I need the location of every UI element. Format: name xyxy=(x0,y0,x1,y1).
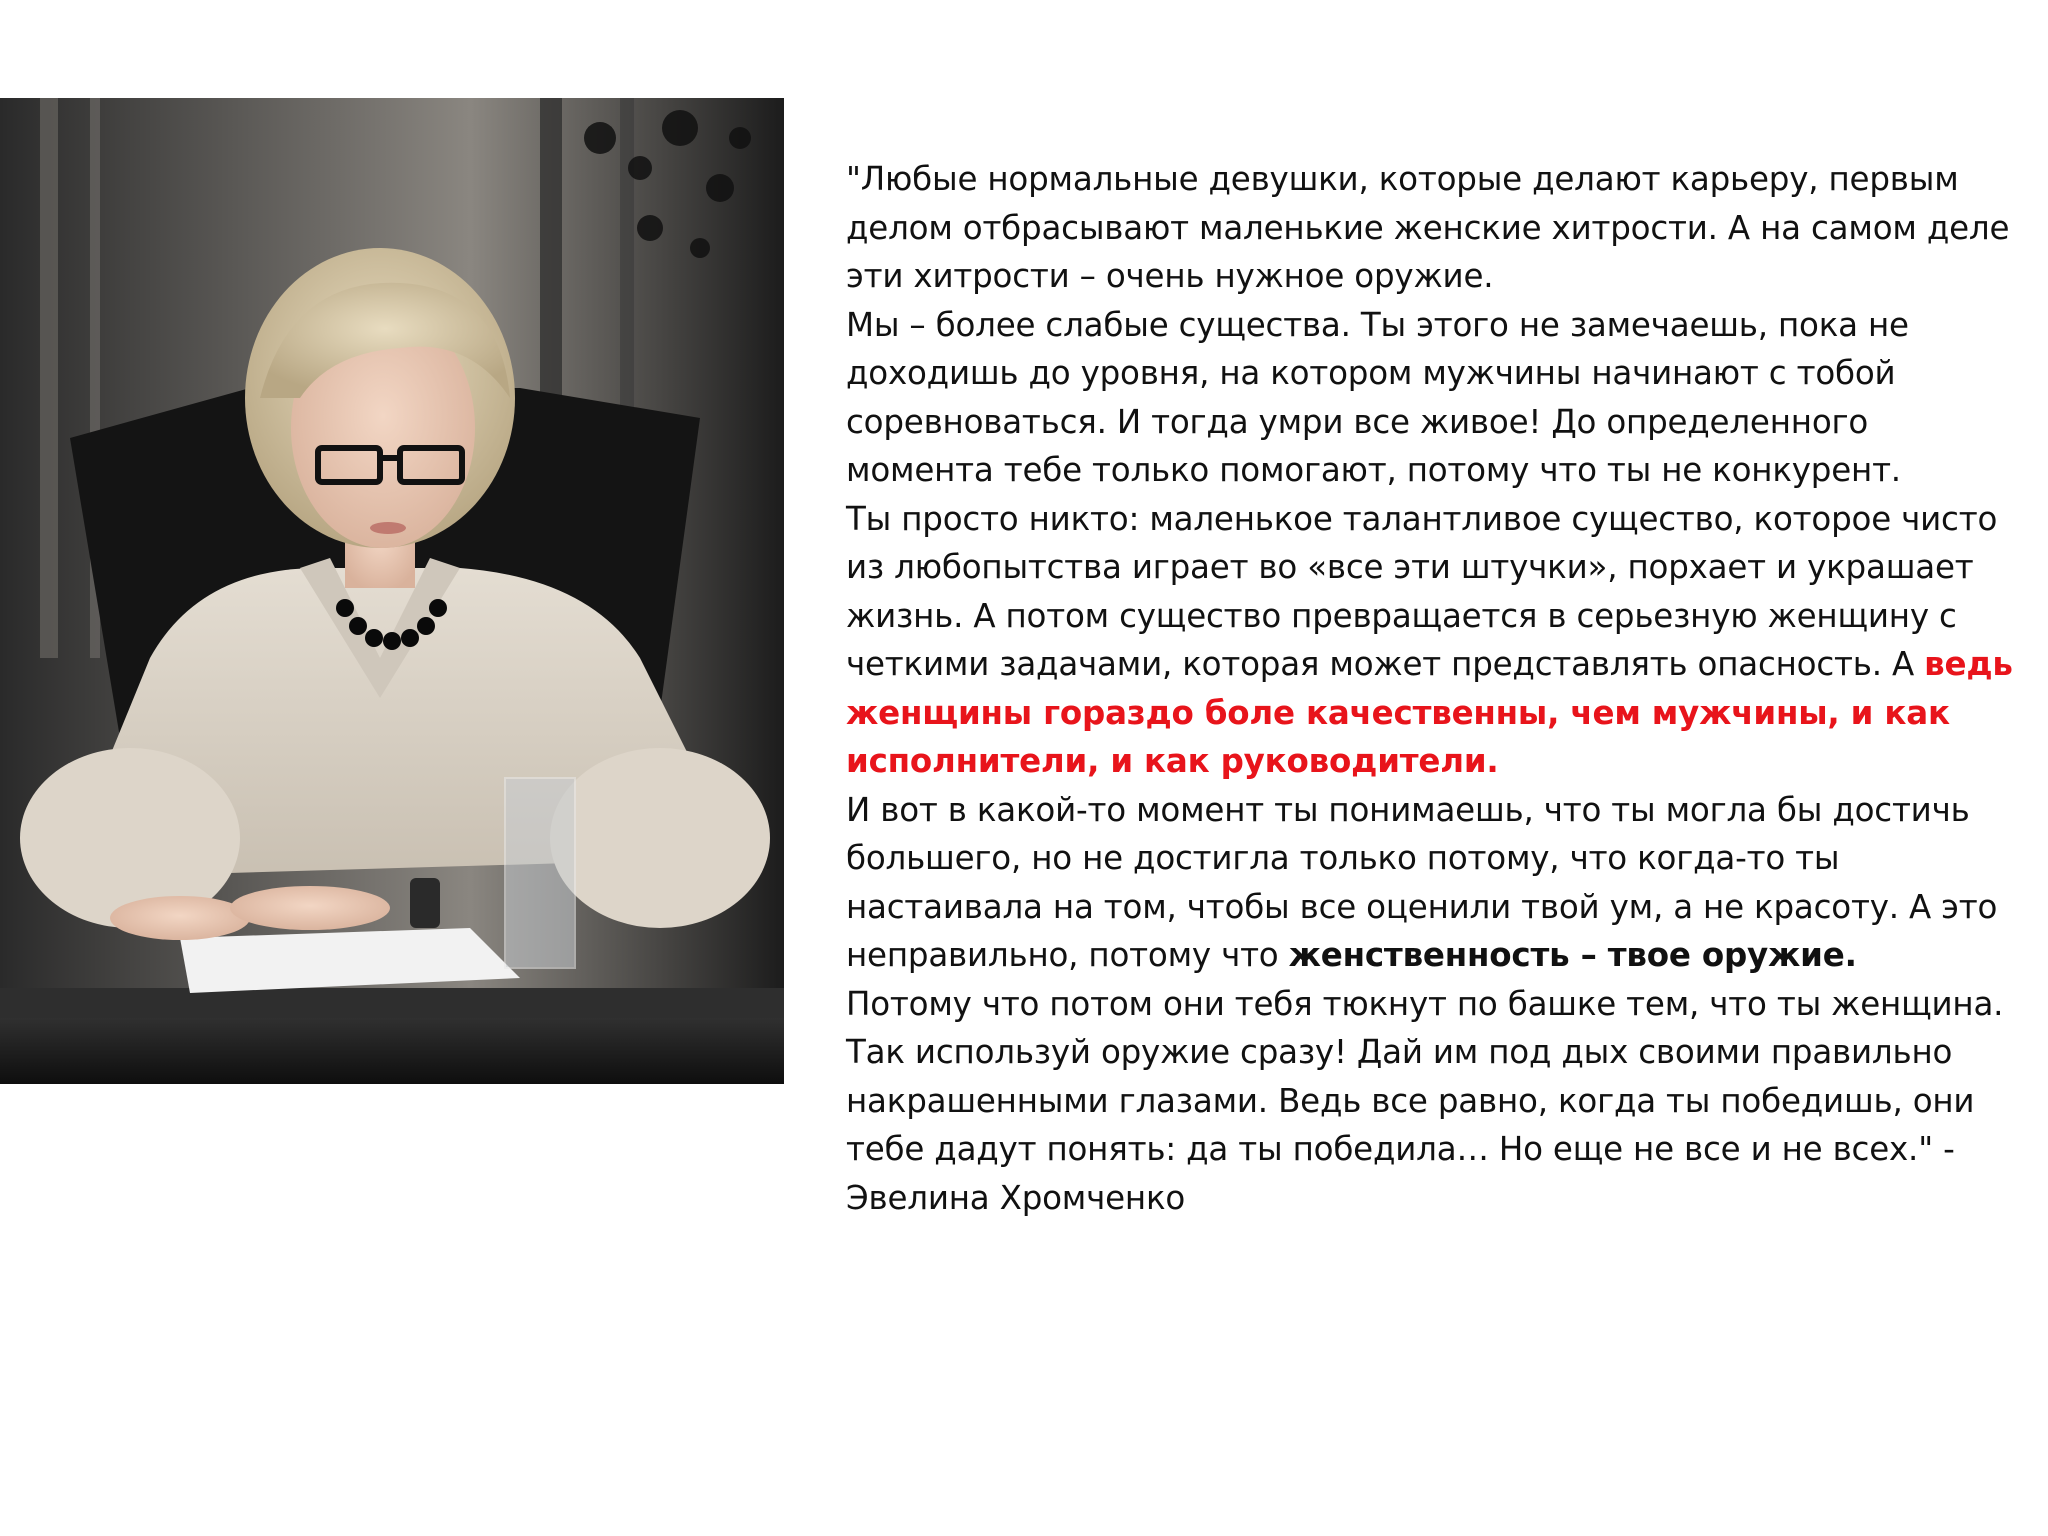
highlighted-red-text: ведь женщины гораздо боле качественны, чем мужчины, и как исполнители, и как руководители. xyxy=(846,645,2013,780)
portrait-photo xyxy=(0,98,784,1084)
highlighted-bold-text: женственность – твое оружие. xyxy=(1288,936,1857,974)
quote-text-block xyxy=(846,155,2016,1222)
quote-paragraph-4-text: И вот в какой-то момент ты понимаешь, что ты могла бы достичь большего, но не достигла только потому, что когда-то ты настаивала на том, чтобы все оценили твой ум, а не красоту. А это неправильно, потому что xyxy=(846,790,1998,974)
quote-paragraph-5: Потому что потом они тебя тюкнут по башке тем, что ты женщина. Так используй оружие сразу! Дай им под дых своими правильно накрашенными глазами. Ведь все равно, когда ты победишь, они тебе дадут понять: да ты победила… Но еще не все и не всех." - Эвелина Хромченко xyxy=(846,984,2004,1217)
quote-paragraph-1: "Любые нормальные девушки, которые делают карьеру, первым делом отбрасывают маленькие женские хитрости. А на самом деле эти хитрости – очень нужное оружие. xyxy=(846,160,2010,295)
quote-paragraph-3-text: Ты просто никто: маленькое талантливое существо, которое чисто из любопытства играет во «все эти штучки», порхает и украшает жизнь. А потом существо превращается в серьезную женщину с четкими задачами, которая может представлять опасность. А xyxy=(846,499,1998,683)
portrait-illustration xyxy=(0,98,784,1084)
quote-paragraph-2: Мы – более слабые существа. Ты этого не замечаешь, пока не доходишь до уровня, на котором мужчины начинают с тобой соревноваться. И тогда умри все живое! До определенного момента тебе только помогают, потому что ты не конкурент. xyxy=(846,305,1909,489)
quote-paragraph-4 xyxy=(846,786,2016,980)
quote-paragraph-3 xyxy=(846,495,2016,786)
